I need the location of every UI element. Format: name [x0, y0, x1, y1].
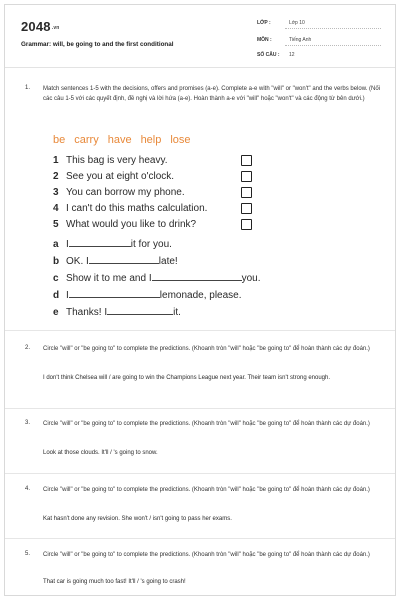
- sentence-5: 5 What would you like to drink?: [53, 219, 197, 230]
- blank-a[interactable]: [69, 238, 131, 247]
- question-1-instruction: Match sentences 1-5 with the decisions, offers and promises (a-e). Complete a-e with "will" or "won't" and the verbs below. (Nối các câu 1-5 với các quyết định, đề nghị và lời hứa (a-e). Hoàn thành a-e với "will" hoặc "won't" và các động từ bên dưới.): [43, 86, 381, 102]
- subject-label: MÔN :: [257, 37, 272, 43]
- response-a: a I it for you.: [53, 239, 172, 250]
- question-divider: [5, 330, 395, 331]
- question-divider: [5, 538, 395, 539]
- sentence-2: 2 See you at eight o'clock.: [53, 171, 175, 182]
- question-4-instruction: Circle "will" or "be going to" to complete the predictions. (Khoanh tròn "will" hoặc "be going to" để hoàn thành các dự đoán.): [43, 487, 370, 493]
- class-value: Lớp 10: [289, 20, 305, 26]
- count-label: SỐ CÂU :: [257, 52, 280, 58]
- sentence-4: 4 I can't do this maths calculation.: [53, 203, 208, 214]
- sentence-1: 1 This bag is very heavy.: [53, 155, 168, 166]
- question-divider: [5, 473, 395, 474]
- word-have: have: [107, 134, 132, 146]
- blank-d[interactable]: [69, 289, 160, 298]
- response-d: d I lemonade, please.: [53, 290, 242, 301]
- blank-c[interactable]: [152, 272, 242, 281]
- sentence-3: 3 You can borrow my phone.: [53, 187, 185, 198]
- class-label: LỚP :: [257, 20, 271, 26]
- response-e: e Thanks! I it.: [53, 307, 181, 318]
- question-5-instruction: Circle "will" or "be going to" to complete the predictions. (Khoanh tròn "will" hoặc "be going to" để hoàn thành các dự đoán.): [43, 552, 370, 558]
- page-title: Grammar: will, be going to and the first conditional: [21, 41, 174, 48]
- question-2-sentence: I don't think Chelsea will / are going to win the Champions League next year. Their team isn't strong enough.: [43, 375, 331, 381]
- answer-box-4[interactable]: [241, 203, 252, 214]
- blank-b[interactable]: [89, 255, 159, 264]
- blank-e[interactable]: [107, 306, 173, 315]
- question-5-number: 5.: [25, 551, 31, 557]
- question-4-number: 4.: [25, 486, 31, 492]
- header-divider: [5, 67, 395, 68]
- word-lose: lose: [170, 134, 191, 146]
- question-2-number: 2.: [25, 345, 31, 351]
- word-help: help: [140, 134, 162, 146]
- answer-box-2[interactable]: [241, 171, 252, 182]
- word-carry: carry: [74, 134, 99, 146]
- word-be: be: [53, 134, 66, 146]
- worksheet-header: [5, 5, 395, 67]
- question-2-instruction: Circle "will" or "be going to" to complete the predictions. (Khoanh tròn "will" hoặc "be going to" để hoàn thành các dự đoán.): [43, 346, 370, 352]
- question-3-instruction: Circle "will" or "be going to" to complete the predictions. (Khoanh tròn "will" hoặc "be going to" để hoàn thành các dự đoán.): [43, 421, 370, 427]
- subject-underline: [285, 45, 381, 46]
- question-3-number: 3.: [25, 420, 31, 426]
- class-underline: [285, 28, 381, 29]
- response-c: c Show it to me and I you.: [53, 273, 261, 284]
- answer-box-3[interactable]: [241, 187, 252, 198]
- subject-value: Tiếng Anh: [289, 37, 312, 43]
- question-5-sentence: That car is going much too fast! It'll / 's going to crash!: [43, 579, 186, 585]
- response-b: b OK. I late!: [53, 256, 178, 267]
- answer-box-5[interactable]: [241, 219, 252, 230]
- word-bank: [53, 134, 200, 147]
- question-1-number: 1.: [25, 85, 31, 91]
- question-3-sentence: Look at those clouds. It'll / 's going to snow.: [43, 450, 158, 456]
- question-divider: [5, 408, 395, 409]
- answer-box-1[interactable]: [241, 155, 252, 166]
- count-value: 12: [289, 52, 295, 58]
- question-4-sentence: Kat hasn't done any revision. She won't / isn't going to pass her exams.: [43, 516, 232, 522]
- site-logo[interactable]: 2048.vn: [21, 19, 60, 34]
- worksheet-page: [4, 4, 396, 596]
